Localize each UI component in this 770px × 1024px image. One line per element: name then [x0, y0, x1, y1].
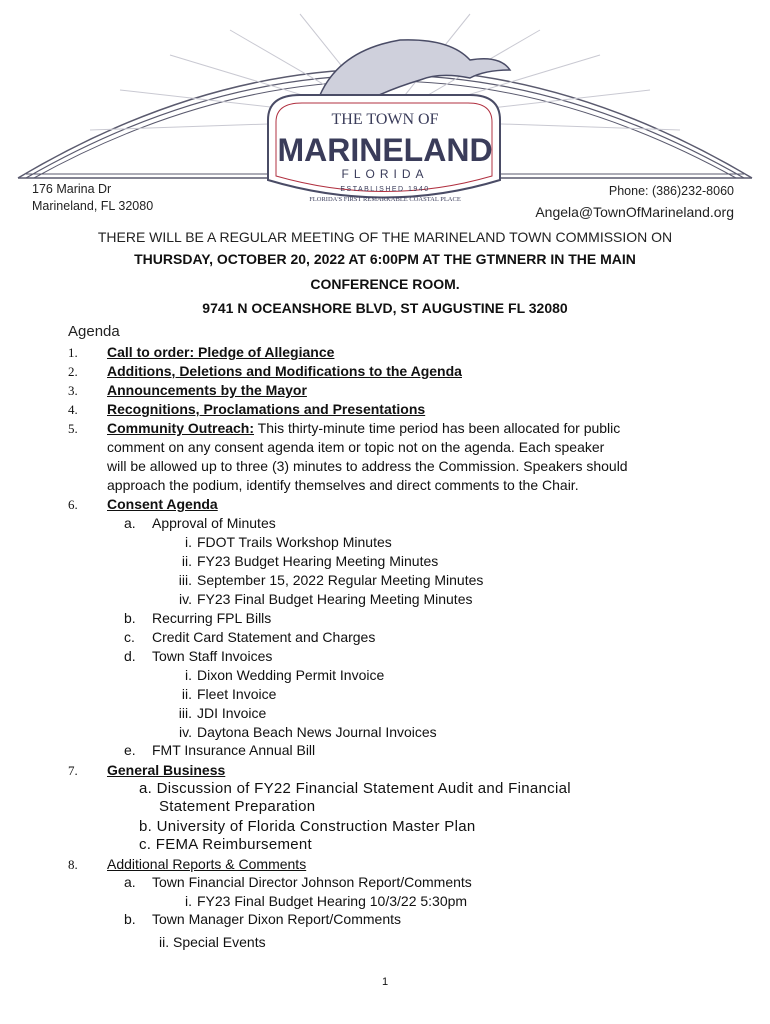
- sub-roman: i.: [185, 893, 192, 909]
- general-audit-cont: Statement Preparation: [159, 798, 316, 815]
- item-number: 7.: [68, 763, 78, 778]
- minutes-fdot: FDOT Trails Workshop Minutes: [197, 534, 392, 550]
- agenda-item-consent: Consent Agenda: [107, 496, 218, 512]
- community-outreach-text2: comment on any consent agenda item or topic not on the agenda. Each speaker: [107, 439, 605, 455]
- sub-roman: i.: [185, 667, 192, 683]
- logo-line3: FLORIDA: [341, 167, 429, 181]
- sub-roman: iii.: [178, 705, 192, 721]
- address-line2: Marineland, FL 32080: [32, 199, 154, 213]
- item-number: 4.: [68, 402, 78, 417]
- community-outreach-text1: This thirty-minute time period has been allocated for public: [254, 420, 621, 436]
- logo-tagline: FLORIDA'S FIRST REMARKABLE COASTAL PLACE: [309, 196, 461, 203]
- sub-roman: ii.: [181, 553, 192, 569]
- report-special-events: ii. Special Events: [159, 934, 266, 950]
- agenda-item-community-outreach: [107, 419, 707, 495]
- community-outreach-text3: will be allowed up to three (3) minutes to address the Commission. Speakers should: [107, 458, 628, 474]
- agenda-item-announcements: Announcements by the Mayor: [107, 382, 307, 398]
- sub-letter: c.: [124, 629, 135, 645]
- phone-text: Phone: (386)232-8060: [608, 184, 734, 198]
- agenda-item-recognitions: Recognitions, Proclamations and Presentations: [107, 401, 426, 417]
- agenda-item-general-business: General Business: [107, 762, 226, 778]
- item-number: 1.: [68, 345, 78, 360]
- invoice-fleet: Fleet Invoice: [197, 686, 277, 702]
- email-text: Angela@TownOfMarineland.org: [535, 204, 734, 220]
- logo-established: ESTABLISHED 1940: [340, 186, 430, 193]
- page-number: 1: [381, 976, 389, 988]
- item-number: 6.: [68, 497, 78, 512]
- sub-roman: iv.: [179, 724, 192, 740]
- minutes-sept15: September 15, 2022 Regular Meeting Minutes: [197, 572, 484, 588]
- agenda-item-additions: Additions, Deletions and Modifications to the Agenda: [107, 363, 462, 379]
- agenda-item-reports: Additional Reports & Comments: [107, 856, 307, 872]
- sub-letter: d.: [124, 648, 136, 664]
- report-dixon: Town Manager Dixon Report/Comments: [152, 911, 401, 927]
- consent-staff-invoices: Town Staff Invoices: [152, 648, 273, 664]
- notice-line3: CONFERENCE ROOM.: [310, 276, 460, 292]
- logo-line1: THE TOWN OF: [331, 111, 439, 128]
- general-uf-plan: b. University of Florida Construction Master Plan: [139, 818, 476, 835]
- sub-roman: i.: [185, 534, 192, 550]
- sub-roman: iv.: [179, 591, 192, 607]
- sub-letter: b.: [124, 610, 136, 626]
- general-fema: c. FEMA Reimbursement: [139, 836, 313, 853]
- address-line1: 176 Marina Dr: [32, 182, 112, 196]
- consent-credit-card: Credit Card Statement and Charges: [152, 629, 376, 645]
- minutes-fy23-final: FY23 Final Budget Hearing Meeting Minutes: [197, 591, 473, 607]
- consent-fmt-insurance: FMT Insurance Annual Bill: [152, 742, 316, 758]
- community-outreach-text4: approach the podium, identify themselves and direct comments to the Chair.: [107, 477, 579, 493]
- invoice-jdi: JDI Invoice: [197, 705, 267, 721]
- notice-line1: THERE WILL BE A REGULAR MEETING OF THE MARINELAND TOWN COMMISSION ON: [97, 229, 673, 245]
- address-block: [32, 181, 153, 215]
- sub-letter: a.: [124, 874, 136, 890]
- item-number: 3.: [68, 383, 78, 398]
- sub-letter: e.: [124, 742, 136, 758]
- general-audit: a. Discussion of FY22 Financial Statement Audit and Financial: [139, 780, 571, 797]
- sub-roman: iii.: [178, 572, 192, 588]
- item-number: 8.: [68, 857, 78, 872]
- community-outreach-label: Community Outreach:: [107, 420, 255, 436]
- item-number: 5.: [68, 421, 78, 436]
- item-number: 2.: [68, 364, 78, 379]
- logo-line2: MARINELAND: [277, 132, 493, 168]
- invoice-dixon: Dixon Wedding Permit Invoice: [197, 667, 385, 683]
- minutes-fy23-budget: FY23 Budget Hearing Meeting Minutes: [197, 553, 439, 569]
- report-budget-hearing: FY23 Final Budget Hearing 10/3/22 5:30pm: [197, 893, 468, 909]
- agenda-item-call-to-order: Call to order: Pledge of Allegiance: [107, 344, 335, 360]
- consent-fpl-bills: Recurring FPL Bills: [152, 610, 272, 626]
- notice-line4: 9741 N OCEANSHORE BLVD, ST AUGUSTINE FL 32080: [202, 300, 568, 316]
- report-johnson: Town Financial Director Johnson Report/Comments: [152, 874, 472, 890]
- agenda-title: Agenda: [68, 323, 120, 340]
- sub-roman: ii.: [181, 686, 192, 702]
- notice-line2: THURSDAY, OCTOBER 20, 2022 AT 6:00PM AT THE GTMNERR IN THE MAIN: [134, 251, 636, 267]
- contact-block: [535, 181, 734, 223]
- invoice-daytona: Daytona Beach News Journal Invoices: [197, 724, 437, 740]
- consent-approval-minutes: Approval of Minutes: [152, 515, 276, 531]
- sub-letter: a.: [124, 515, 136, 531]
- sub-letter: b.: [124, 911, 136, 927]
